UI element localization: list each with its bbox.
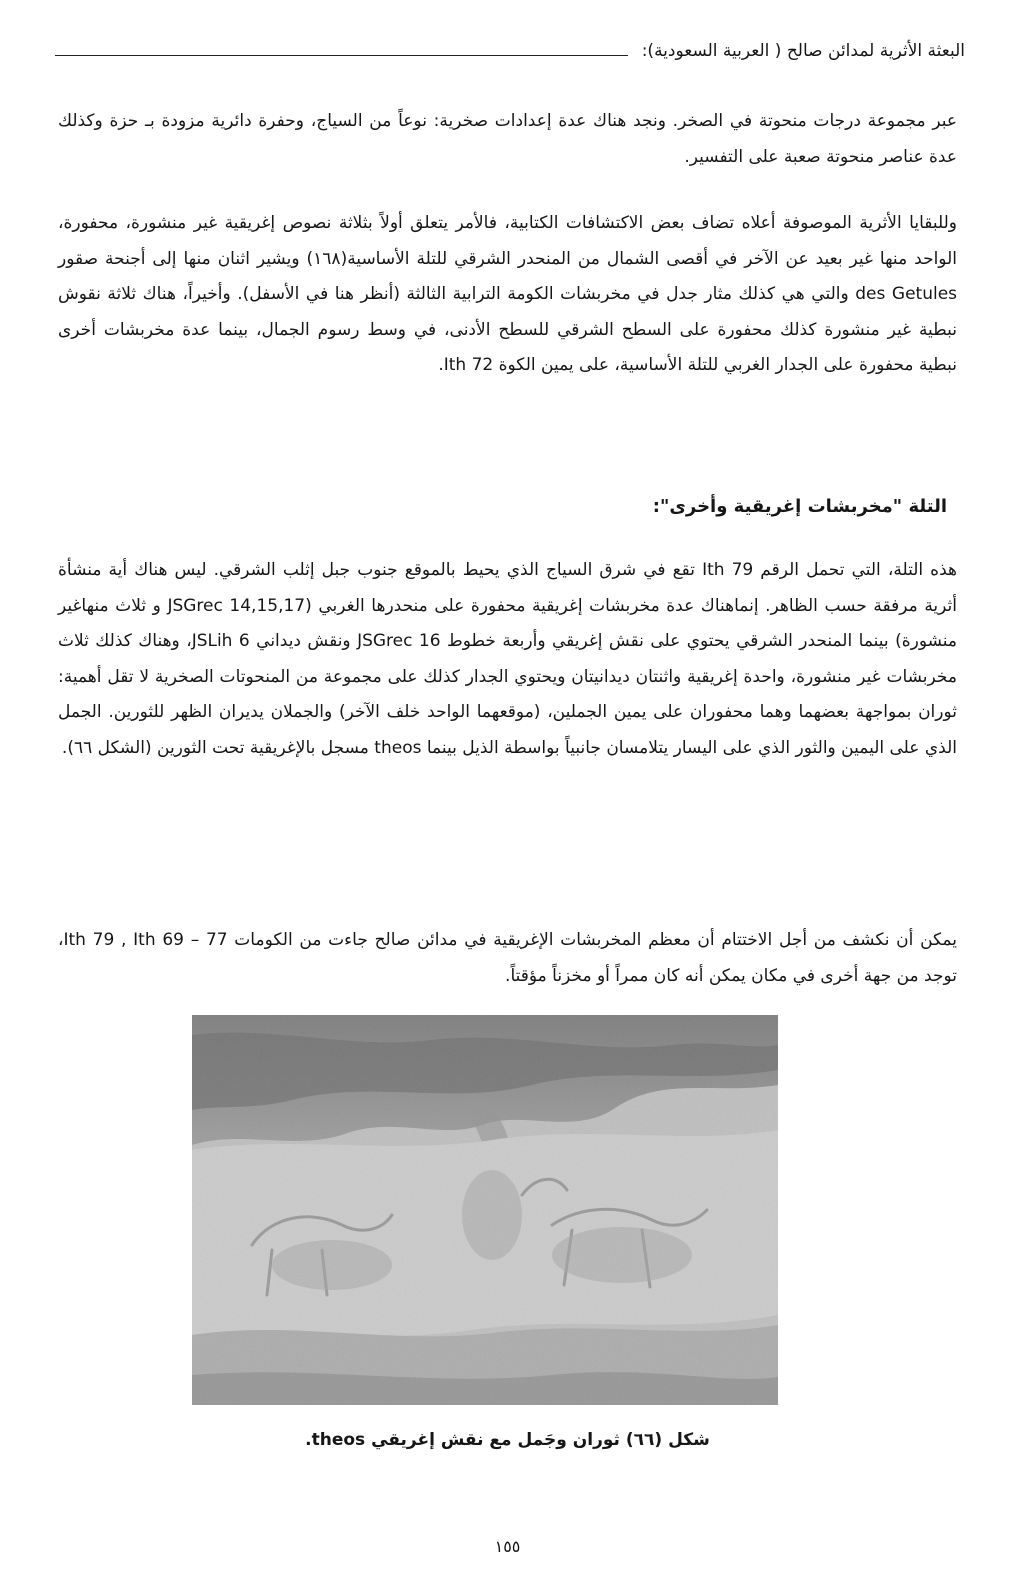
figure-caption: شكل (٦٦) ثوران وجَمل مع نقش إغريقي theos. xyxy=(305,1430,710,1450)
section-heading: التلة "مخربشات إغريقية وأخرى": xyxy=(652,496,947,517)
paragraph-2 xyxy=(58,206,957,384)
paragraph-1 xyxy=(58,104,957,175)
page-number: ١٥٥ xyxy=(494,1537,521,1556)
running-header-title: البعثة الأثرية لمدائن صالح ( العربية السعودية): xyxy=(641,41,965,61)
header-rule xyxy=(55,55,628,56)
paragraph-text: يمكن أن نكشف من أجل الاختتام أن معظم المخربشات الإغريقية في مدائن صالح جاءت من الكومات 77 – Ith 79 , Ith 69، توجد من جهة أخرى في مكان يمكن أنه كان ممراً أو مخزناً مؤقتاً. xyxy=(58,930,957,986)
running-header xyxy=(55,36,965,66)
paragraph-text: عبر مجموعة درجات منحوتة في الصخر. ونجد هناك عدة إعدادات صخرية: نوعاً من السياج، وحفرة دائرية مزودة بـ حزة وكذلك عدة عناصر منحوتة صعبة على التفسير. xyxy=(58,111,957,167)
rock-photo-graphic xyxy=(192,1015,778,1405)
paragraph-3 xyxy=(58,553,957,766)
paragraph-text: هذه التلة، التي تحمل الرقم Ith 79 تقع في شرق السياج الذي يحيط بالموقع جنوب جبل إثلب الشرقي. ليس هناك أية منشأة أثرية مرفقة حسب الظاهر. إنماهناك عدة مخربشات إغريقية محفورة على منحدرها الغربي (JSGrec 14,15,17 و ثلاث منهاغير منشورة) بينما المنحدر الشرقي يحتوي على نقش إغريقي وأربعة خطوط JSGrec 16 ونقش ديداني JSLih 6، وهناك كذلك ثلاث مخربشات غير منشورة، واحدة إغريقية واثنتان ديدانيتان ويحتوي الجدار كذلك على مجموعة من المنحوتات الصخرية لا تقل أهمية: ثوران بمواجهة بعضهما وهما محفوران على يمين الجملين، (موقعهما الواحد خلف الآخر) والجملان يديران الظهر للثورين. الجمل الذي على اليمين والثور الذي على اليسار يتلامسان جانبياً بواسطة الذيل بينما theos مسجل بالإغريقية تحت الثورين (الشكل ٦٦). xyxy=(58,560,957,758)
paragraph-text: وللبقايا الأثرية الموصوفة أعلاه تضاف بعض الاكتشافات الكتابية، فالأمر يتعلق أولاً بثلاثة نصوص إغريقية غير منشورة، محفورة، الواحد منها غير بعيد عن الآخر في أقصى الشمال من المنحدر الشرقي للتلة الأساسية(١٦٨) ويشير اثنان منها إلى أجنحة صقور des Getules والتي هي كذلك مثار جدل في مخربشات الكومة الترابية الثالثة (أنظر هنا في الأسفل). وأخيراً، هناك ثلاثة نقوش نبطية غير منشورة كذلك محفورة على السطح الشرقي للسطح الأدنى، في وسط رسوم الجمال، بينما عدة مخربشات أخرى نبطية محفورة على الجدار الغربي للتلة الأساسية، على يمين الكوة Ith 72. xyxy=(58,213,958,375)
paragraph-4 xyxy=(58,923,957,994)
figure-photo-rock-carving xyxy=(192,1015,778,1405)
